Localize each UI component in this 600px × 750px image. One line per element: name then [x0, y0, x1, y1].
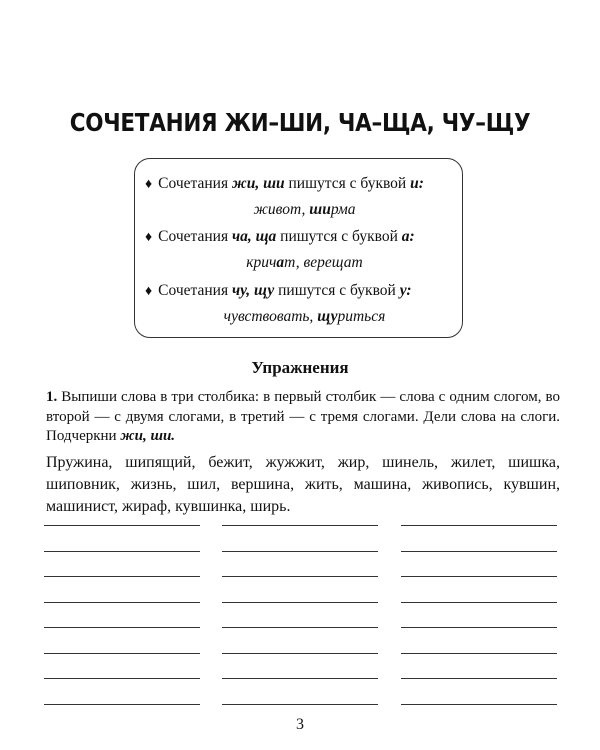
answer-line	[222, 525, 378, 526]
answer-line	[222, 704, 378, 705]
answer-column	[222, 525, 378, 729]
diamond-bullet-icon: ♦	[145, 177, 153, 192]
answer-line	[222, 576, 378, 577]
example-text: риться	[337, 308, 386, 325]
answer-line	[401, 627, 557, 628]
example-text: крич	[246, 254, 277, 271]
example-text: чувствовать,	[223, 308, 318, 325]
answer-line	[401, 525, 557, 526]
rule-letters: чу, щу	[231, 282, 275, 299]
example-text: т, верещат	[284, 254, 363, 271]
exercise-instructions	[46, 388, 560, 447]
answer-line	[222, 627, 378, 628]
answer-line	[401, 576, 557, 577]
answer-line	[401, 653, 557, 654]
answer-line	[401, 602, 557, 603]
answer-line	[44, 704, 200, 705]
answer-line	[44, 678, 200, 679]
example-emphasis: а	[276, 254, 285, 271]
example-emphasis: щу	[317, 308, 338, 325]
rule-middle: пишутся с буквой	[278, 282, 396, 299]
rule-example	[153, 308, 456, 326]
rule-example	[153, 201, 456, 219]
answer-line	[44, 627, 200, 628]
rule-item	[145, 228, 456, 272]
answer-line	[222, 602, 378, 603]
answer-line	[44, 576, 200, 577]
exercise-text: Выпиши слова в три столбика: в первый столбик — слова с одним слогом, во второй — с двумя слогами, в третий — с тремя слогами. Дели слова на слоги. Подчеркни	[46, 389, 561, 444]
answer-line	[44, 525, 200, 526]
rule-example	[153, 254, 456, 272]
rule-item	[145, 282, 456, 326]
answer-line	[222, 678, 378, 679]
example-text: рма	[330, 201, 356, 218]
diamond-bullet-icon: ♦	[145, 230, 153, 245]
rule-prefix: Сочетания	[158, 175, 229, 192]
example-emphasis: ши	[309, 201, 331, 218]
word-list: Пружина, шипящий, бежит, жужжит, жир, шинель, жилет, шишка, шиповник, жизнь, шил, вершина, жить, машина, живопись, кувшин, машинист, жираф, кувшинка, ширь.	[46, 454, 560, 515]
answer-line	[222, 653, 378, 654]
answer-line	[44, 602, 200, 603]
answer-line	[401, 678, 557, 679]
rule-letter: а:	[401, 228, 415, 245]
section-title: Упражнения	[251, 358, 349, 377]
rule-letters: ча, ща	[231, 228, 277, 245]
answer-line	[44, 551, 200, 552]
answer-column	[44, 525, 200, 729]
rule-prefix: Сочетания	[158, 282, 229, 299]
answer-line	[401, 704, 557, 705]
answer-line	[44, 653, 200, 654]
page-title: СОЧЕТАНИЯ ЖИ–ШИ, ЧА–ЩА, ЧУ–ЩУ	[69, 108, 531, 137]
diamond-bullet-icon: ♦	[145, 284, 153, 299]
answer-line	[401, 551, 557, 552]
exercise-emphasis: жи, ши.	[120, 428, 176, 444]
rule-item	[145, 175, 456, 219]
rule-middle: пишутся с буквой	[288, 175, 407, 192]
answer-line	[222, 551, 378, 552]
answer-column	[401, 525, 557, 729]
rules-box	[134, 158, 463, 338]
rule-letter: у:	[399, 282, 412, 299]
rule-middle: пишутся с буквой	[280, 228, 398, 245]
rule-prefix: Сочетания	[158, 228, 229, 245]
page-number: 3	[296, 716, 304, 733]
exercise-number: 1.	[46, 389, 58, 405]
example-text: живот,	[253, 201, 310, 218]
rule-letter: и:	[410, 175, 424, 192]
rule-letters: жи, ши	[231, 175, 285, 192]
